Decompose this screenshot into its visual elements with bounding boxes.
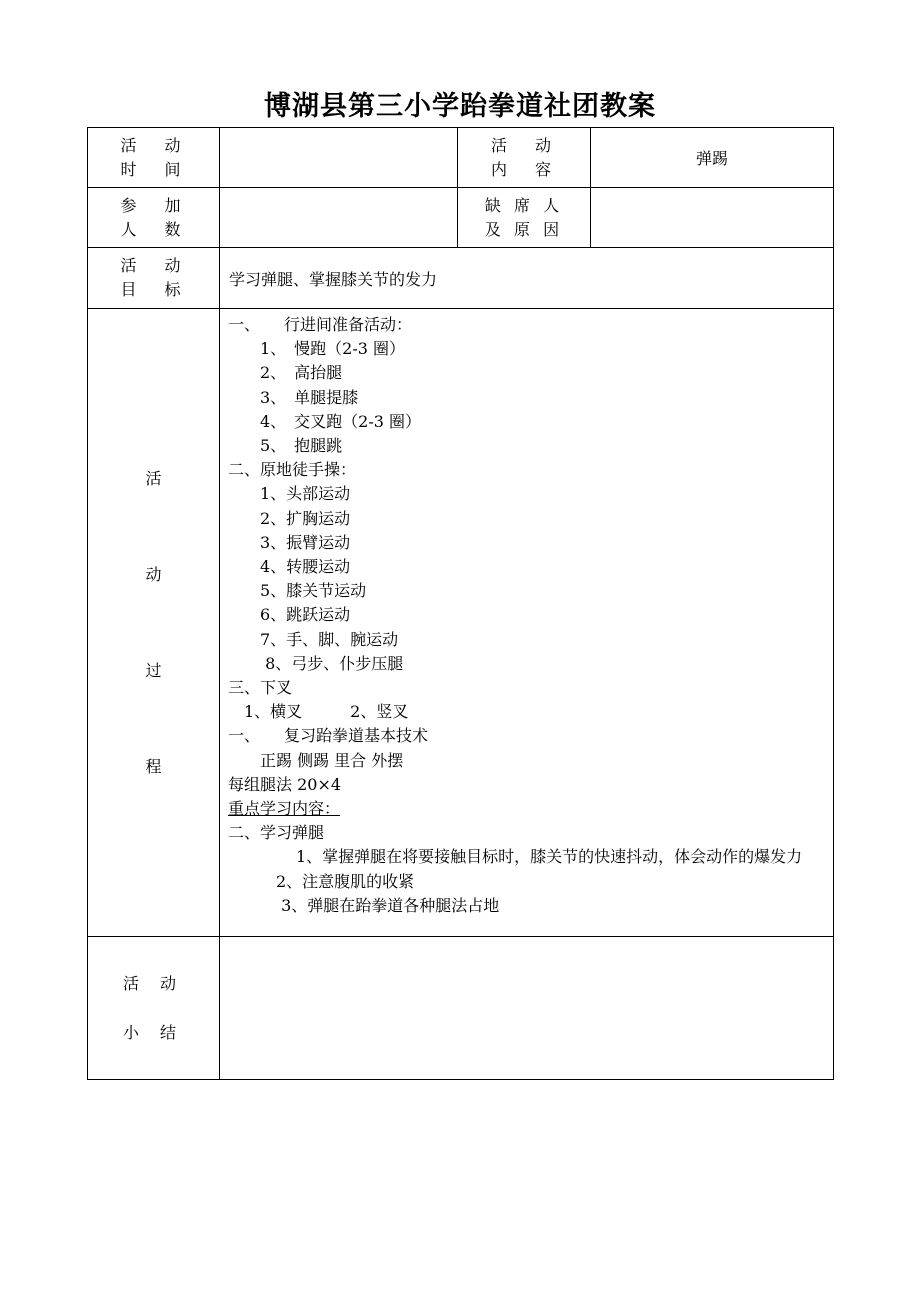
label-activity-content: [458, 128, 591, 188]
process-line: 1、头部运动: [228, 484, 351, 504]
process-line: 1、横叉 2、竖叉: [228, 702, 409, 722]
participants-value: [220, 188, 458, 248]
row-process: [88, 309, 834, 937]
label-activity-content-line2: 内 容: [490, 159, 557, 179]
label-activity-process: [88, 309, 220, 937]
activity-goal-value: 学习弹腿、掌握膝关节的发力: [220, 248, 834, 309]
process-line: 2、扩胸运动: [228, 508, 351, 528]
process-line: 正踢 侧踢 里合 外摆: [228, 750, 404, 770]
key-content-heading: 重点学习内容：: [228, 799, 341, 819]
absent-value: [591, 188, 834, 248]
row-time-content: [88, 128, 834, 188]
process-line: 3、振臂运动: [228, 532, 351, 552]
process-char-4: 程: [145, 756, 162, 776]
activity-process-content: [220, 309, 834, 937]
label-participants-line2: 人 数: [120, 219, 187, 239]
process-char-3: 过: [145, 660, 162, 680]
process-line: 2、 高抬腿: [228, 363, 343, 383]
process-char-1: 活: [145, 468, 162, 488]
process-line: 2、注意腹肌的收紧: [228, 871, 415, 891]
row-participants: [88, 188, 834, 248]
process-line: 二、原地徒手操：: [228, 460, 357, 480]
label-activity-content-line1: 活 动: [490, 135, 557, 155]
process-line: 一、 复习跆拳道基本技术: [228, 726, 429, 746]
activity-summary-value: [220, 937, 834, 1080]
process-line: 1、 慢跑（2-3 圈）: [228, 339, 406, 359]
label-activity-goal: [88, 248, 220, 309]
process-line: 6、跳跃运动: [228, 605, 351, 625]
row-goal: [88, 248, 834, 309]
label-activity-time: [88, 128, 220, 188]
process-line: 每组腿法 20×4: [228, 774, 342, 794]
process-line: 8、弓步、仆步压腿: [228, 653, 404, 673]
activity-content-value: 弹踢: [591, 128, 834, 188]
label-activity-goal-line2: 目 标: [120, 280, 187, 299]
process-line-wrapped: 1、掌握弹腿在将要接触目标时，膝关节的快速抖动，体会动作的爆发力: [248, 847, 803, 867]
label-participants: [88, 188, 220, 248]
label-activity-time-line2: 时 间: [120, 159, 187, 179]
process-line: 二、学习弹腿: [228, 823, 325, 843]
process-line: 7、手、脚、腕运动: [228, 629, 399, 649]
process-line: 5、 抱腿跳: [228, 436, 343, 456]
process-line: 3、 单腿提膝: [228, 387, 359, 407]
label-activity-goal-line1: 活 动: [120, 256, 187, 275]
label-activity-summary: [88, 937, 220, 1080]
activity-time-value: [220, 128, 458, 188]
process-line: 三、下叉: [228, 678, 293, 698]
label-activity-summary-line2: 小 结: [122, 1023, 185, 1042]
process-line: 一、 行进间准备活动：: [228, 315, 413, 334]
label-absent: [458, 188, 591, 248]
label-participants-line1: 参 加: [120, 195, 187, 215]
process-line: 4、转腰运动: [228, 557, 351, 577]
page-title: 博湖县第三小学跆拳道社团教案: [264, 91, 656, 122]
process-line: 4、 交叉跑（2-3 圈）: [228, 411, 422, 431]
process-char-2: 动: [145, 564, 162, 584]
label-absent-line1: 缺 席 人: [484, 195, 564, 215]
label-absent-line2: 及 原 因: [484, 219, 564, 239]
row-summary: [88, 937, 834, 1080]
process-line: 5、膝关节运动: [228, 581, 367, 601]
label-activity-time-line1: 活 动: [120, 135, 187, 155]
lesson-plan-table: [87, 127, 834, 1080]
label-activity-summary-line1: 活 动: [122, 974, 185, 993]
process-line: 3、弹腿在跆拳道各种腿法占地: [228, 895, 500, 915]
